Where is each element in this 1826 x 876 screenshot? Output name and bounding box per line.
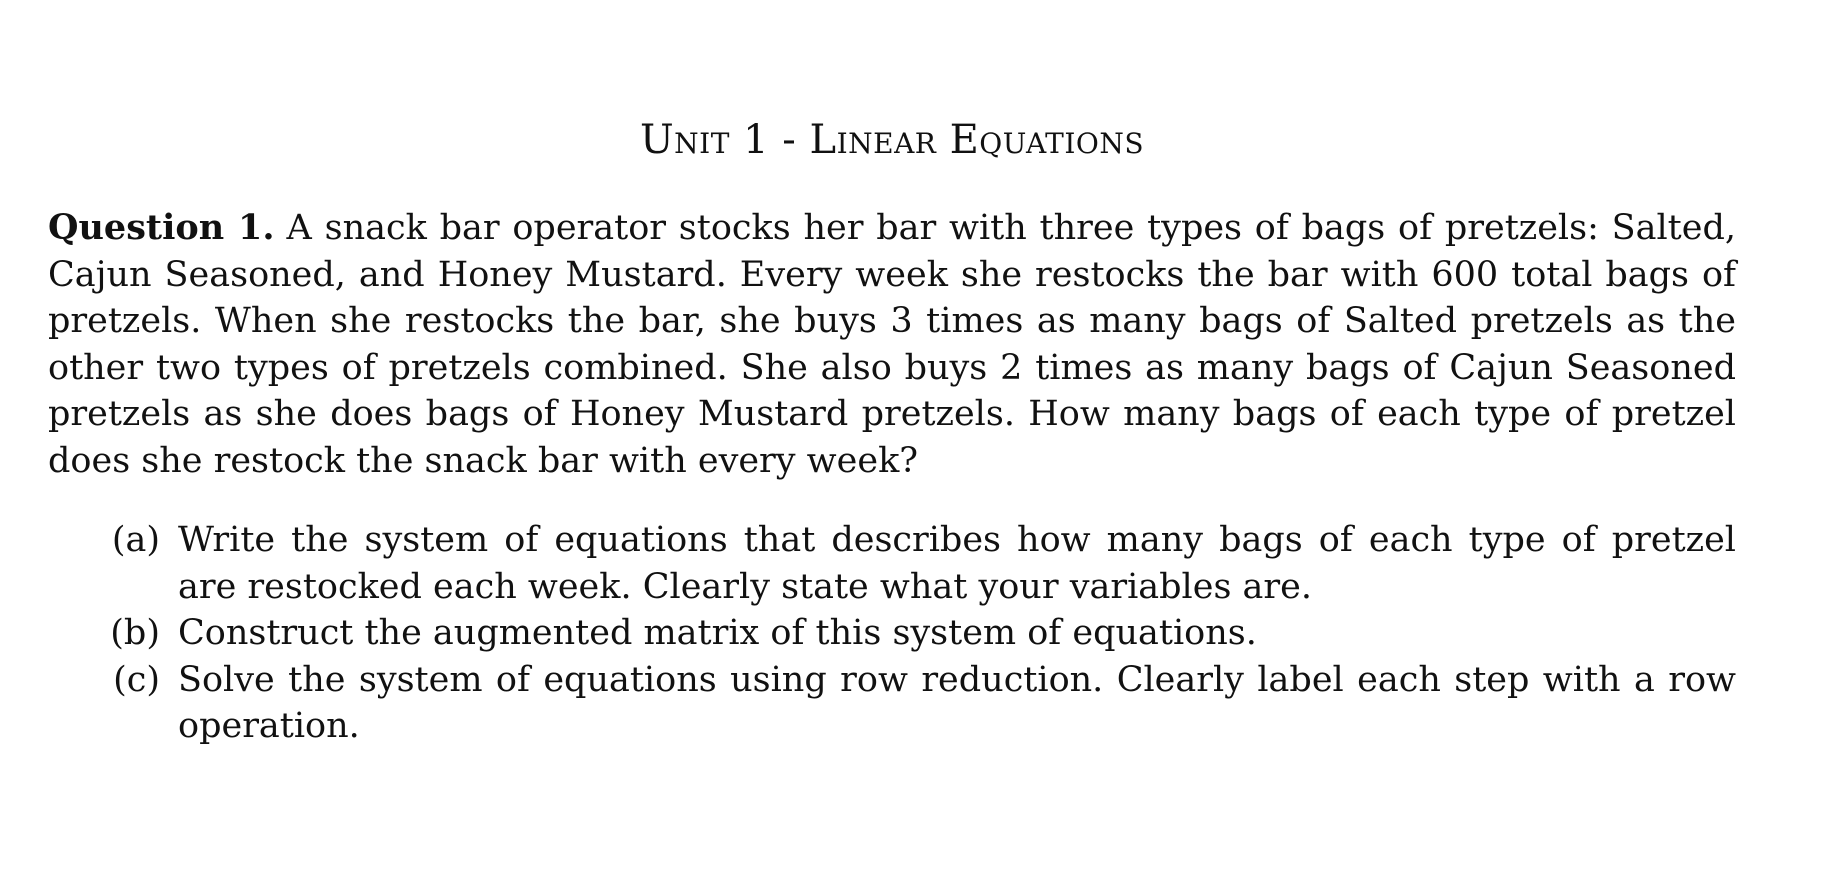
part-text: Construct the augmented matrix of this system of equations. <box>178 613 1257 653</box>
question-part-c <box>48 657 1736 750</box>
document-page <box>48 112 1736 750</box>
question-paragraph <box>48 205 1736 484</box>
question-part-b <box>48 610 1736 657</box>
part-label: (a) <box>111 520 160 560</box>
question-text: A snack bar operator stocks her bar with three types of bags of pretzels: Salted, Cajun Seasoned, and Honey Mustard. Every week she restocks the bar with 600 total bags of pretzels. When she restocks the bar, she buys 3 times as many bags of Salted pretzels as the other two types of pretzels combined. She also buys 2 times as many bags of Cajun Seasoned pretzels as she does bags of Honey Mustard pretzels. How many bags of each type of pretzel does she restock the snack bar with every week? <box>48 208 1736 481</box>
part-text: Write the system of equations that describes how many bags of each type of pretzel are restocked each week. Clearly state what your variables are. <box>178 520 1736 607</box>
question-part-a <box>48 517 1736 610</box>
part-label: (b) <box>110 613 160 653</box>
unit-title: Unit 1 - Linear Equations <box>639 117 1145 163</box>
question-parts-list <box>48 517 1736 750</box>
question-label: Question 1. <box>48 207 275 248</box>
part-label: (c) <box>113 659 160 700</box>
part-text: Solve the system of equations using row reduction. Clearly label each step with a row operation. <box>178 659 1736 746</box>
